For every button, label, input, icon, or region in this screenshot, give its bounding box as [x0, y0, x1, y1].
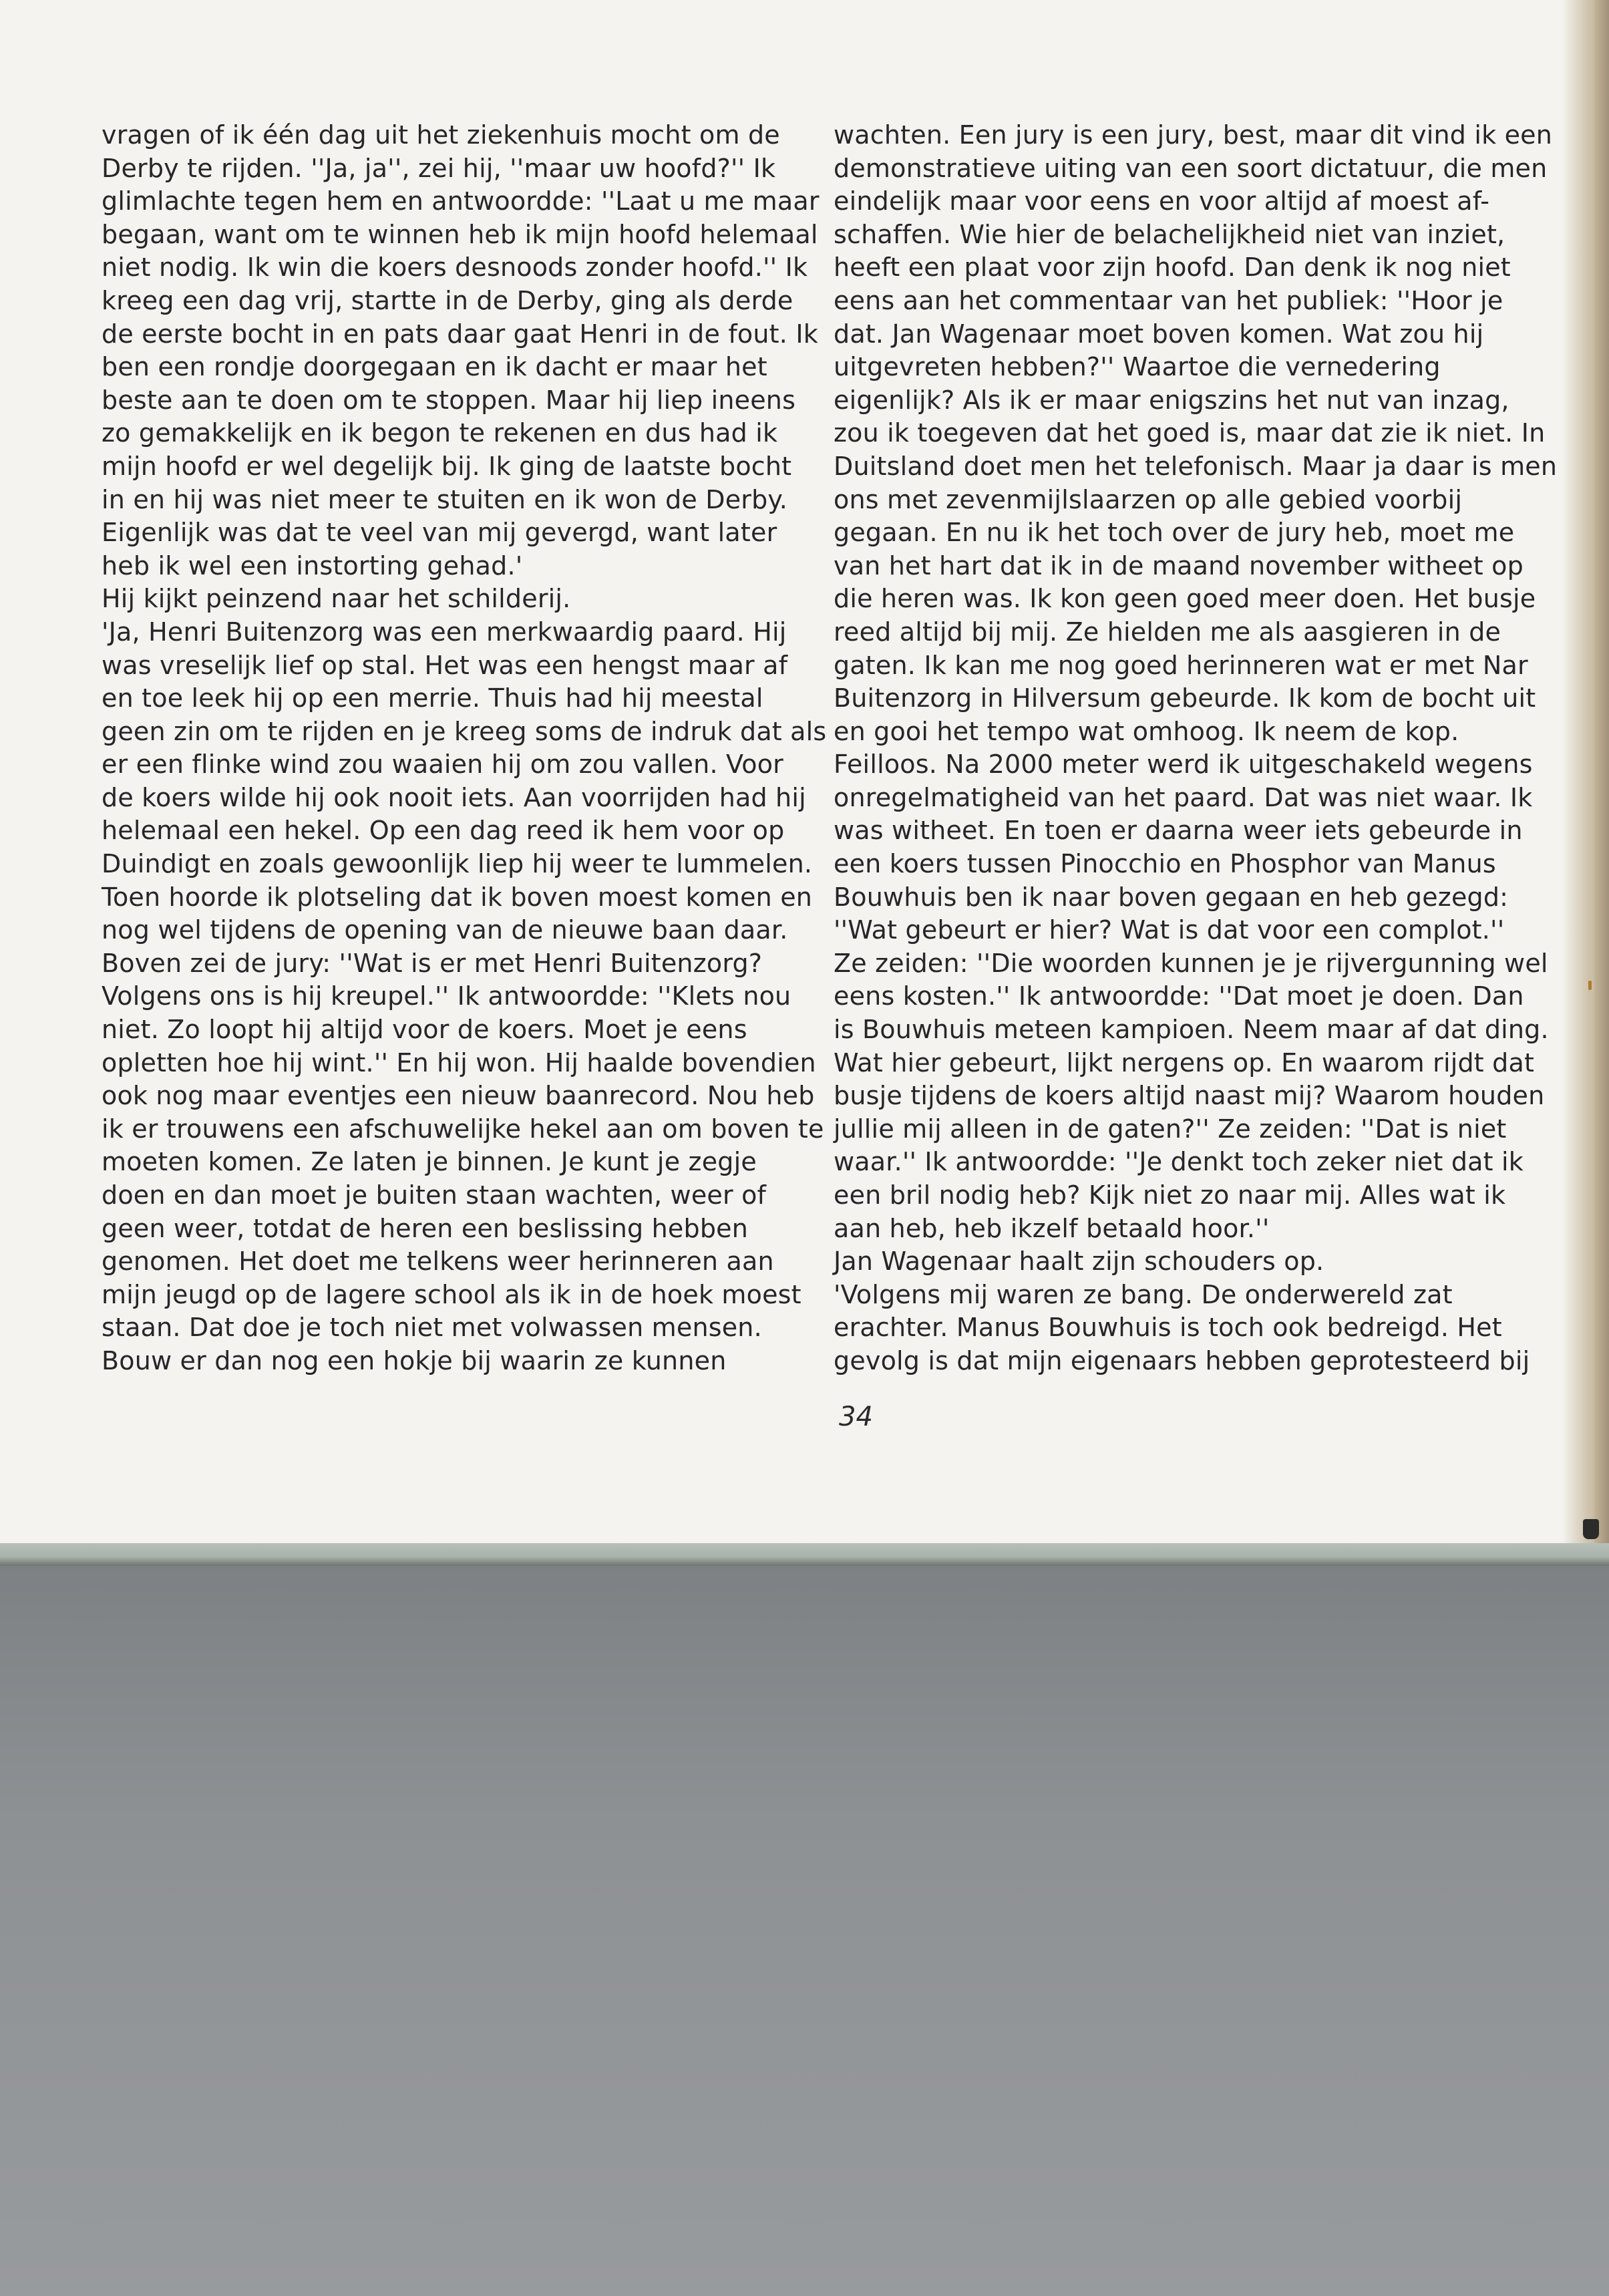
text-line: Toen hoorde ik plotseling dat ik boven moest komen en: [102, 882, 813, 912]
text-line: geen zin om te rijden en je kreeg soms de indruk dat als: [102, 716, 827, 746]
text-line: glimlachte tegen hem en antwoordde: ''Laat u me maar: [102, 186, 820, 216]
text-line: gaten. Ik kan me nog goed herinneren wat er met Nar: [834, 650, 1528, 680]
text-line: de eerste bocht in en pats daar gaat Henri in de fout. Ik: [102, 319, 818, 349]
text-line: ik er trouwens een afschuwelijke hekel aan om boven te: [102, 1114, 824, 1144]
text-line: genomen. Het doet me telkens weer herinneren aan: [102, 1247, 774, 1277]
text-line: was witheet. En toen er daarna weer iets gebeurde in: [834, 816, 1523, 846]
text-line: Wat hier gebeurt, lijkt nergens op. En waarom rijdt dat: [834, 1047, 1535, 1078]
text-line: van het hart dat ik in de maand november witheet op: [834, 550, 1524, 581]
text-line: moeten komen. Ze laten je binnen. Je kunt je zegje: [102, 1147, 757, 1177]
text-line: begaan, want om te winnen heb ik mijn hoofd helemaal: [102, 219, 818, 249]
text-line: Bouwhuis ben ik naar boven gegaan en heb gezegd:: [834, 882, 1509, 912]
text-line: en toe leek hij op een merrie. Thuis had hij meestal: [102, 683, 763, 713]
text-line: heeft een plaat voor zijn hoofd. Dan denk ik nog niet: [834, 253, 1511, 283]
text-line: Feilloos. Na 2000 meter werd ik uitgeschakeld wegens: [834, 750, 1533, 780]
text-line: Volgens ons is hij kreupel.'' Ik antwoordde: ''Klets nou: [102, 981, 791, 1011]
left-text-column: [102, 119, 827, 1378]
text-line: die heren was. Ik kon geen goed meer doen. Het busje: [834, 584, 1536, 614]
text-line: mijn jeugd op de lagere school als ik in de hoek moest: [102, 1279, 801, 1309]
spine-edge: [1594, 0, 1609, 1543]
text-line: gegaan. En nu ik het toch over de jury heb, moet me: [834, 518, 1515, 548]
text-line: 'Volgens mij waren ze bang. De onderwereld zat: [834, 1279, 1453, 1309]
text-line: Jan Wagenaar haalt zijn schouders op.: [834, 1247, 1324, 1277]
text-line: een bril nodig heb? Kijk niet zo naar mij. Alles wat ik: [834, 1180, 1506, 1210]
text-line: aan heb, heb ikzelf betaald hoor.'': [834, 1213, 1270, 1243]
text-line: ons met zevenmijlslaarzen op alle gebied voorbij: [834, 484, 1463, 514]
text-line: mijn hoofd er wel degelijk bij. Ik ging de laatste bocht: [102, 451, 792, 481]
text-line: ook nog maar eventjes een nieuw baanrecord. Nou heb: [102, 1081, 815, 1111]
page-clip: [1583, 1519, 1599, 1539]
page-number: 34: [839, 1402, 873, 1432]
text-line: is Bouwhuis meteen kampioen. Neem maar af dat ding.: [834, 1015, 1549, 1045]
text-line: onregelmatigheid van het paard. Dat was niet waar. Ik: [834, 782, 1533, 812]
text-line: eens aan het commentaar van het publiek: ''Hoor je: [834, 285, 1503, 315]
text-line: Eigenlijk was dat te veel van mij gevergd, want later: [102, 518, 777, 548]
text-line: ''Wat gebeurt er hier? Wat is dat voor een complot.'': [834, 915, 1505, 945]
text-line: schaffen. Wie hier de belachelijkheid niet van inziet,: [834, 219, 1505, 249]
text-line: nog wel tijdens de opening van de nieuwe baan daar.: [102, 915, 788, 945]
text-line: zo gemakkelijk en ik begon te rekenen en dus had ik: [102, 418, 778, 448]
text-line: was vreselijk lief op stal. Het was een hengst maar af: [102, 650, 788, 680]
text-line: eigenlijk? Als ik er maar enigszins het nut van inzag,: [834, 385, 1509, 415]
text-line: kreeg een dag vrij, startte in de Derby, ging als derde: [102, 285, 793, 315]
text-line: helemaal een hekel. Op een dag reed ik hem voor op: [102, 816, 785, 846]
text-line: Hij kijkt peinzend naar het schilderij.: [102, 584, 571, 614]
text-line: staan. Dat doe je toch niet met volwassen mensen.: [102, 1313, 762, 1343]
text-line: Ze zeiden: ''Die woorden kunnen je je rijvergunning wel: [834, 948, 1548, 978]
text-line: Derby te rijden. ''Ja, ja'', zei hij, ''maar uw hoofd?'' Ik: [102, 153, 776, 183]
text-line: vragen of ik één dag uit het ziekenhuis mocht om de: [102, 120, 780, 150]
text-line: de koers wilde hij ook nooit iets. Aan voorrijden had hij: [102, 782, 806, 812]
margin-mark: [1588, 981, 1592, 990]
text-line: busje tijdens de koers altijd naast mij? Waarom houden: [834, 1081, 1545, 1111]
right-text-column: [834, 119, 1558, 1378]
text-line: beste aan te doen om te stoppen. Maar hij liep ineens: [102, 385, 796, 415]
text-line: er een flinke wind zou waaien hij om zou vallen. Voor: [102, 750, 783, 780]
text-line: uitgevreten hebben?'' Waartoe die vernedering: [834, 352, 1441, 382]
text-line: reed altijd bij mij. Ze hielden me als aasgieren in de: [834, 617, 1501, 647]
text-line: in en hij was niet meer te stuiten en ik won de Derby.: [102, 484, 787, 514]
text-line: Duindigt en zoals gewoonlijk liep hij weer te lummelen.: [102, 849, 813, 879]
text-line: wachten. Een jury is een jury, best, maar dit vind ik een: [834, 120, 1553, 150]
text-line: een koers tussen Pinocchio en Phosphor van Manus: [834, 849, 1496, 879]
text-line: en gooi het tempo wat omhoog. Ik neem de kop.: [834, 716, 1459, 746]
text-line: doen en dan moet je buiten staan wachten, weer of: [102, 1180, 767, 1210]
text-line: eens kosten.'' Ik antwoordde: ''Dat moet je doen. Dan: [834, 981, 1524, 1011]
text-line: demonstratieve uiting van een soort dictatuur, die men: [834, 153, 1548, 183]
book-cover-edge: [0, 1543, 1609, 1566]
text-line: niet nodig. Ik win die koers desnoods zonder hoofd.'' Ik: [102, 253, 808, 283]
text-line: Bouw er dan nog een hokje bij waarin ze kunnen: [102, 1345, 727, 1375]
text-line: dat. Jan Wagenaar moet boven komen. Wat zou hij: [834, 319, 1484, 349]
text-line: Duitsland doet men het telefonisch. Maar ja daar is men: [834, 451, 1558, 481]
text-line: erachter. Manus Bouwhuis is toch ook bedreigd. Het: [834, 1313, 1502, 1343]
text-line: jullie mij alleen in de gaten?'' Ze zeiden: ''Dat is niet: [834, 1114, 1507, 1144]
text-line: ben een rondje doorgegaan en ik dacht er maar het: [102, 352, 767, 382]
text-line: 'Ja, Henri Buitenzorg was een merkwaardig paard. Hij: [102, 617, 787, 647]
text-line: geen weer, totdat de heren een beslissing hebben: [102, 1213, 749, 1243]
scanner-background: [0, 1566, 1609, 2296]
text-line: gevolg is dat mijn eigenaars hebben geprotesteerd bij: [834, 1345, 1530, 1375]
text-line: Buitenzorg in Hilversum gebeurde. Ik kom de bocht uit: [834, 683, 1536, 713]
text-line: Boven zei de jury: ''Wat is er met Henri Buitenzorg?: [102, 948, 763, 978]
text-line: zou ik toegeven dat het goed is, maar dat zie ik niet. In: [834, 418, 1546, 448]
text-line: heb ik wel een instorting gehad.': [102, 550, 523, 581]
text-line: niet. Zo loopt hij altijd voor de koers. Moet je eens: [102, 1015, 747, 1045]
text-line: opletten hoe hij wint.'' En hij won. Hij haalde bovendien: [102, 1047, 816, 1078]
text-line: waar.'' Ik antwoordde: ''Je denkt toch zeker niet dat ik: [834, 1147, 1524, 1177]
text-line: eindelijk maar voor eens en voor altijd af moest af-: [834, 186, 1490, 216]
